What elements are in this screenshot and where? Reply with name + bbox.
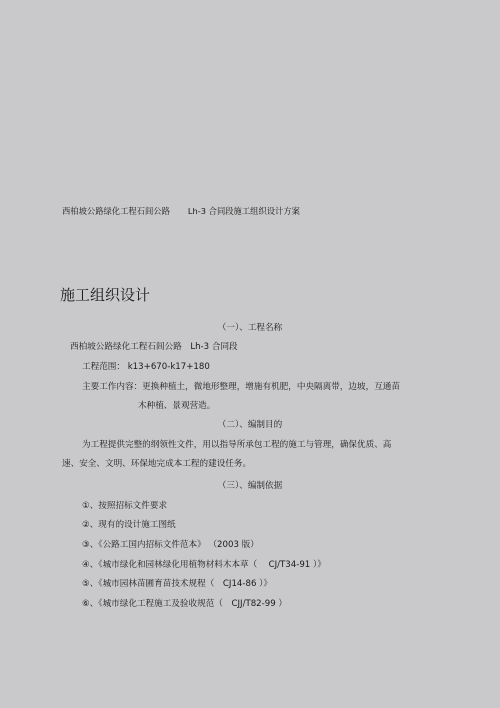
work-content-line1: 主要工作内容：更换种植土，微地形整理，增施有机肥，中央隔离带，边坡，互通苗 (82, 382, 400, 392)
basis-item-2: ②、现有的设计施工图纸 (82, 520, 176, 530)
basis-item-5: ⑤、《城市园林苗圃育苗技术规程（ CJ14-86 ）》 (82, 579, 273, 589)
page-title: 施工组织设计 (60, 286, 151, 304)
purpose-line1: 为工程提供完整的纲领性文件，用以指导所承包工程的施工与管理，确保优质、高 (82, 440, 392, 450)
section1-heading: （一）、工程名称 (217, 323, 283, 333)
running-header-right: Lh-3 合同段施工组织设计方案 (187, 206, 300, 216)
project-name: 西柏坡公路绿化工程石闾公路 Lh-3 合同段 (70, 342, 238, 352)
basis-item-6: ⑥、《城市绿化工程施工及验收规范（ CJJ/T82-99 ） (82, 599, 288, 609)
project-scope: 工程范围： k13+670-k17+180 (82, 362, 210, 372)
running-header-left: 西柏坡公路绿化工程石闾公路 (62, 206, 170, 216)
basis-item-3: ③、《公路工国内招标文件范本》 （2003 版） (82, 540, 259, 550)
section2-heading: （二）、编制目的 (217, 420, 283, 430)
section3-heading: （三）、编制依据 (217, 481, 283, 491)
basis-item-4: ④、《城市绿化和园林绿化用植物材料木本草（ CJ/T34-91 ）》 (82, 560, 326, 570)
basis-item-1: ①、按照招标文件要求 (82, 501, 168, 511)
running-header (62, 205, 300, 217)
purpose-line2: 速、安全、文明、环保地完成本工程的建设任务。 (62, 459, 252, 469)
work-content-line2: 木种植、景观营造。 (138, 401, 216, 411)
